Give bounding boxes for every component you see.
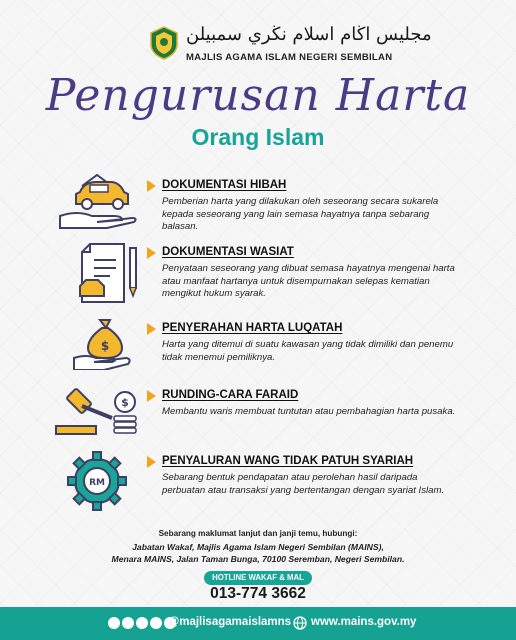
arrow-icon [147,180,156,192]
item-description: Harta yang ditemui di suatu kawasan yang tidak dimiliki dan penemu tidak menemui pemiliknya. [162,339,454,363]
arrow-icon [147,323,156,335]
org-name: MAJLIS AGAMA ISLAM NEGERI SEMBILAN [186,52,393,63]
instagram-icon[interactable] [122,617,134,629]
social-icons [108,617,176,629]
item-heading: RUNDING-CARA FARAID [162,389,299,401]
money-bag-hand-icon [52,314,142,370]
header [0,22,516,66]
arrow-icon [147,247,156,259]
item-heading: PENYALURAN WANG TIDAK PATUH SYARIAH [162,455,414,467]
hotline-number[interactable]: 013-774 3662 [210,585,306,602]
item-description: Penyataan seseorang yang dibuat semasa hayatnya mengenai harta atau manfaat hartanya untuk disempurnakan selepas kematian mengikut hukum syarak. [162,263,455,299]
arrow-icon [147,456,156,468]
item-description: Membantu waris membuat tuntutan atau pembahagian harta pusaka. [162,406,456,417]
tiktok-icon[interactable] [136,617,148,629]
address-line-1: Jabatan Wakaf, Majlis Agama Islam Negeri Sembilan (MAINS), [132,542,384,552]
facebook-icon[interactable] [108,617,120,629]
contact-address [0,542,516,565]
svg-text:RM: RM [89,478,105,488]
footer [0,607,516,640]
document-pen-icon [52,240,142,306]
gear-rm-icon [52,450,142,512]
gavel-coins-icon [52,382,142,438]
item-description: Pemberian harta yang dilakukan oleh seseorang secara sukarela kepada seseorang yang lain semasa hayatnya tanpa sebarang balasan. [162,196,439,232]
svg-text:$: $ [121,396,129,409]
item-heading: DOKUMENTASI WASIAT [162,246,294,258]
website-link[interactable]: www.mains.gov.my [311,616,417,628]
contact-lead: Sebarang maklumat lanjut dan janji temu, hubungi: [158,529,358,538]
item-heading: PENYERAHAN HARTA LUQATAH [162,322,343,334]
mains-emblem-icon [148,26,180,60]
twitter-icon[interactable] [150,617,162,629]
arabic-org-name: مجليس اڬام اسلام نڬري سمبيلن [186,24,432,45]
page-subtitle: Orang Islam [191,124,325,150]
item-description: Sebarang bentuk pendapatan atau perolehan hasil daripada perbuatan atau transaksi yang bertentangan dengan syariat Islam. [162,472,445,496]
arrow-icon [147,390,156,402]
page-title: Pengurusan Harta [45,70,471,121]
globe-icon [293,616,307,630]
hotline-label: HOTLINE WAKAF & MAL [204,571,312,585]
item-heading: DOKUMENTASI HIBAH [162,179,287,191]
social-handle[interactable]: @majlisagamaislamns [168,616,292,628]
svg-text:$: $ [100,339,110,353]
car-house-hand-icon [52,172,142,230]
address-line-2: Menara MAINS, Jalan Taman Bunga, 70100 Seremban, Negeri Sembilan. [111,553,405,564]
